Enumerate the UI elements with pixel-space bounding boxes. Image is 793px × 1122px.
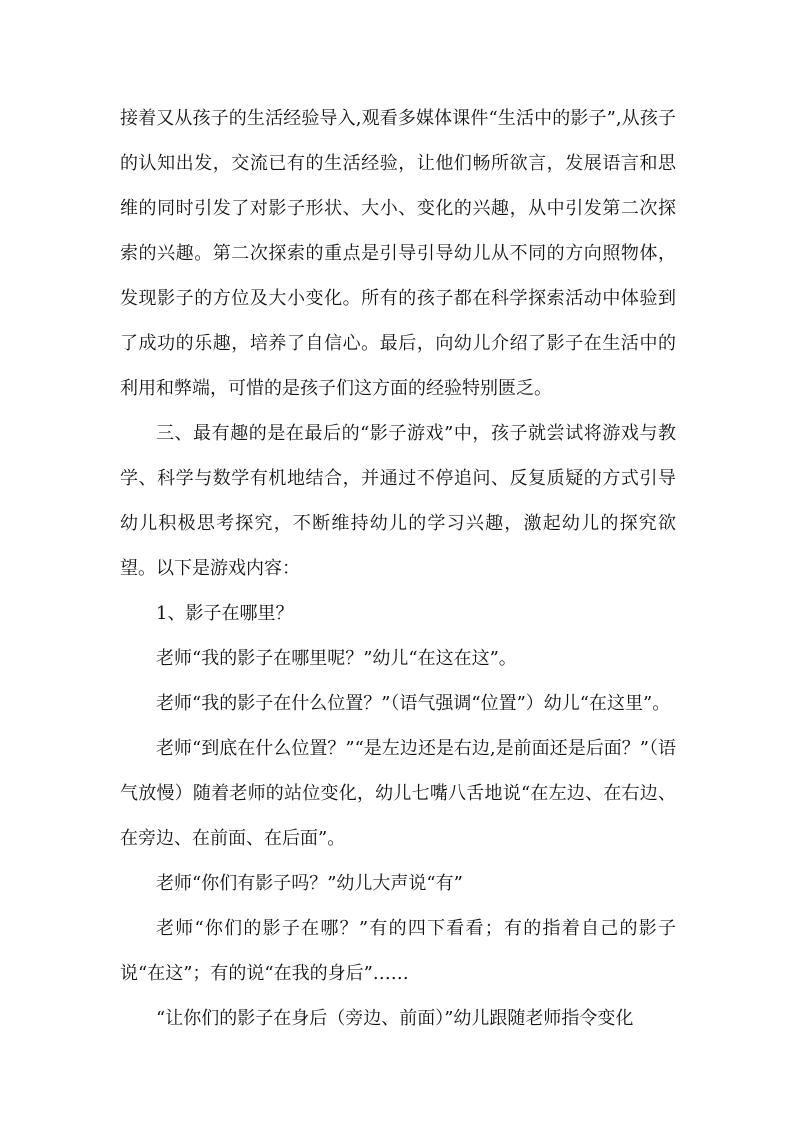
paragraph-7: 老师“你们有影子吗？”幼儿大声说“有”: [156, 873, 463, 894]
document-body: [120, 96, 676, 1041]
paragraph-5: 老师“我的影子在什么位置？”（语气强调“位置”）幼儿“在这里”。: [156, 693, 671, 714]
paragraph-2: 三、最有趣的是在最后的“影子游戏”中，孩子就尝试将游戏与教学、科学与数学有机地结合，并通过不停追问、反复质疑的方式引导幼儿积极思考探究，不断维持幼儿的学习兴趣，激起幼儿的探究欲望。以下是游戏内容：: [120, 423, 676, 579]
paragraph-4: 老师“我的影子在哪里呢？”幼儿“在这在这”。: [156, 648, 517, 669]
paragraph-3: 1、影子在哪里？: [156, 603, 294, 624]
paragraph-6: 老师“到底在什么位置？”“是左边还是右边,是前面还是后面？”（语气放慢）随着老师的站位变化，幼儿七嘴八舌地说“在左边、在右边、在旁边、在前面、在后面”。: [120, 738, 676, 849]
paragraph-8: 老师“你们的影子在哪？”有的四下看看；有的指着自己的影子说“在这”；有的说“在我的身后”……: [120, 918, 676, 984]
paragraph-9: “让你们的影子在身后（旁边、前面）”幼儿跟随老师指令变化: [156, 1008, 634, 1029]
paragraph-1: 接着又从孩子的生活经验导入,观看多媒体课件“生活中的影子”,从孩子的认知出发，交流已有的生活经验，让他们畅所欲言，发展语言和思维的同时引发了对影子形状、大小、变化的兴趣，从中引发第二次探索的兴趣。第二次探索的重点是引导引导幼儿从不同的方向照物体，发现影子的方位及大小变化。所有的孩子都在科学探索活动中体验到了成功的乐趣，培养了自信心。最后，向幼儿介绍了影子在生活中的利用和弊端，可惜的是孩子们这方面的经验特别匮乏。: [120, 108, 676, 399]
